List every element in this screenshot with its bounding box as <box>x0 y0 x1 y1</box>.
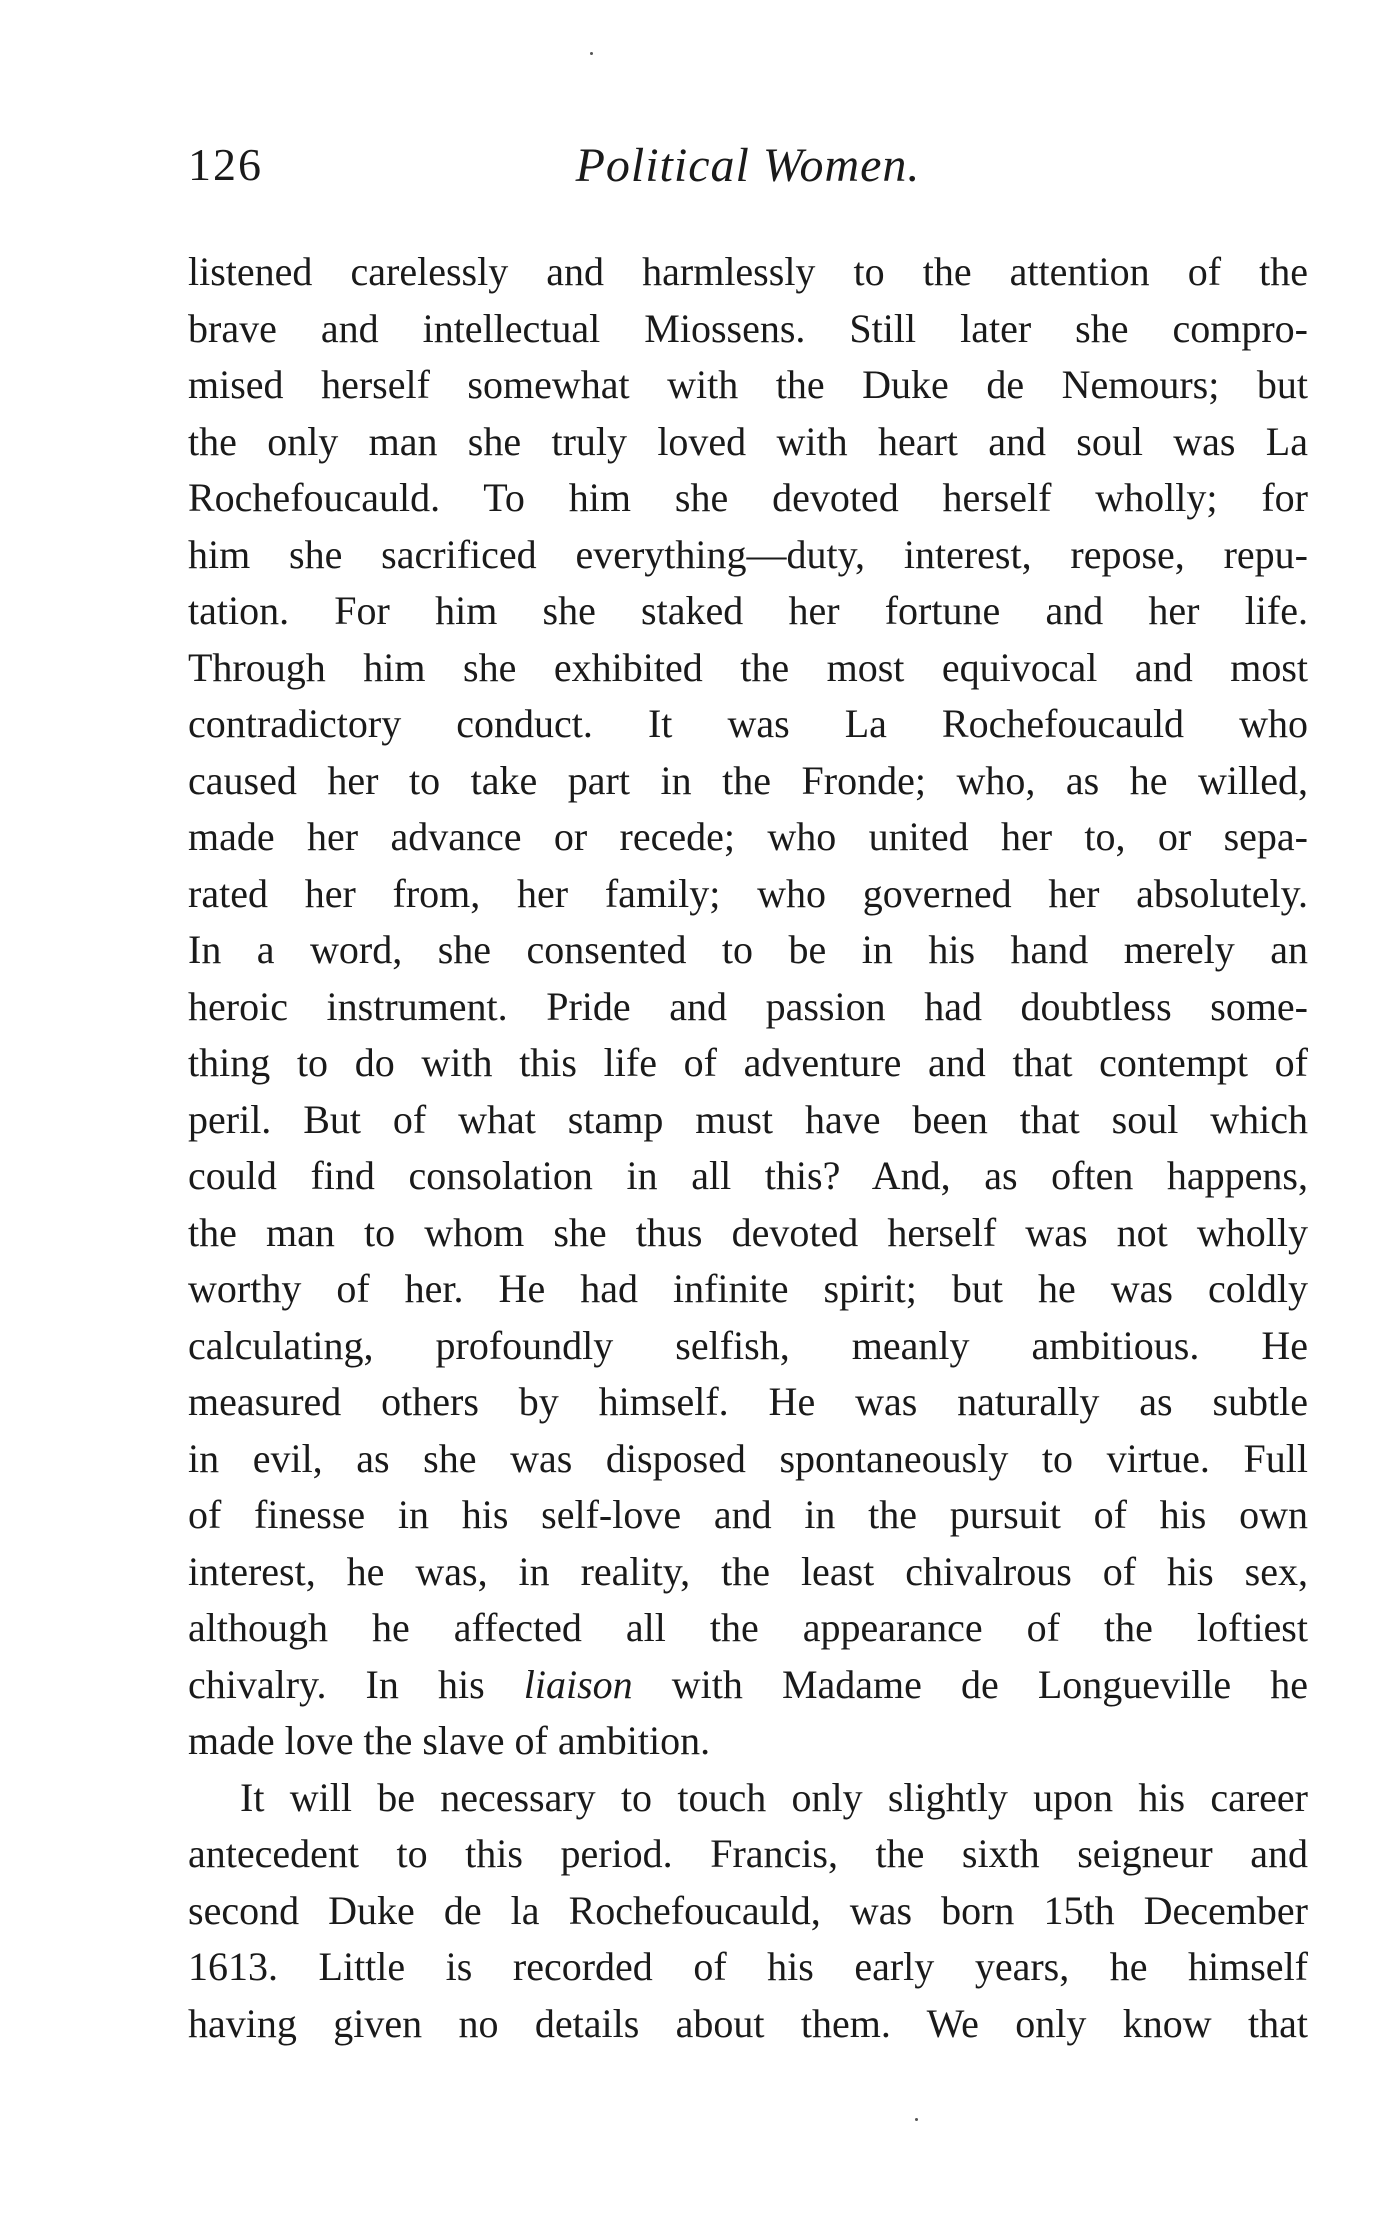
text-line: caused her to take part in the Fronde; who, as he willed, <box>188 757 1308 803</box>
text-segment: with Madame de Longueville he <box>632 1661 1308 1707</box>
text-line-with-italic <box>188 1657 1308 1714</box>
text-line: In a word, she consented to be in his hand merely an <box>188 927 1308 972</box>
italic-term: liaison <box>523 1661 633 1707</box>
text-line: him she sacrificed everything—duty, interest, repose, repu- <box>188 531 1308 577</box>
text-line: could find consolation in all this? And, as often happens, <box>188 1153 1308 1198</box>
text-segment: chivalry. In his <box>188 1661 524 1707</box>
body-text <box>188 244 1308 2052</box>
text-line: second Duke de la Rochefoucauld, was born 15th December <box>188 1887 1308 1933</box>
text-line: the man to whom she thus devoted herself was not wholly <box>188 1209 1308 1255</box>
text-line: listened carelessly and harmlessly to the attention of the <box>188 249 1308 294</box>
text-line: Through him she exhibited the most equivocal and most <box>188 644 1308 690</box>
text-line: peril. But of what stamp must have been that soul which <box>188 1096 1308 1142</box>
text-line: the only man she truly loved with heart and soul was La <box>188 418 1308 464</box>
text-line: worthy of her. He had infinite spirit; but he was coldly <box>188 1266 1308 1311</box>
text-line: mised herself somewhat with the Duke de Nemours; but <box>188 362 1308 407</box>
text-line: interest, he was, in reality, the least chivalrous of his sex, <box>188 1548 1308 1594</box>
text-line: Rochefoucauld. To him she devoted herself wholly; for <box>188 475 1308 520</box>
page-header <box>188 138 1308 198</box>
text-line: rated her from, her family; who governed her absolutely. <box>188 870 1308 916</box>
text-line: tation. For him she staked her fortune and her life. <box>188 588 1308 633</box>
text-line: It will be necessary to touch only slightly upon his career <box>240 1774 1308 1820</box>
text-line: thing to do with this life of adventure and that contempt of <box>188 1040 1308 1085</box>
text-line: antecedent to this period. Francis, the sixth seigneur and <box>188 1831 1308 1876</box>
text-line: having given no details about them. We only know that <box>188 2000 1308 2046</box>
text-line: of finesse in his self-love and in the pursuit of his own <box>188 1492 1308 1537</box>
text-line: made her advance or recede; who united her to, or sepa- <box>188 814 1308 859</box>
text-line: measured others by himself. He was naturally as subtle <box>188 1379 1308 1424</box>
text-line: heroic instrument. Pride and passion had doubtless some- <box>188 983 1308 1029</box>
text-line: calculating, profoundly selfish, meanly ambitious. He <box>188 1322 1308 1368</box>
text-line: 1613. Little is recorded of his early years, he himself <box>188 1944 1308 1989</box>
text-line: brave and intellectual Miossens. Still later she compro- <box>188 305 1308 351</box>
page-number: 126 <box>188 139 263 190</box>
print-speck <box>915 2118 918 2121</box>
running-title: Political Women. <box>575 139 921 192</box>
text-line: contradictory conduct. It was La Rochefoucauld who <box>188 701 1308 746</box>
print-speck <box>590 52 593 55</box>
paragraph-last-line: made love the slave of ambition. <box>188 1718 711 1763</box>
text-line: in evil, as she was disposed spontaneously to virtue. Full <box>188 1435 1308 1481</box>
text-line: although he affected all the appearance of the loftiest <box>188 1605 1308 1650</box>
